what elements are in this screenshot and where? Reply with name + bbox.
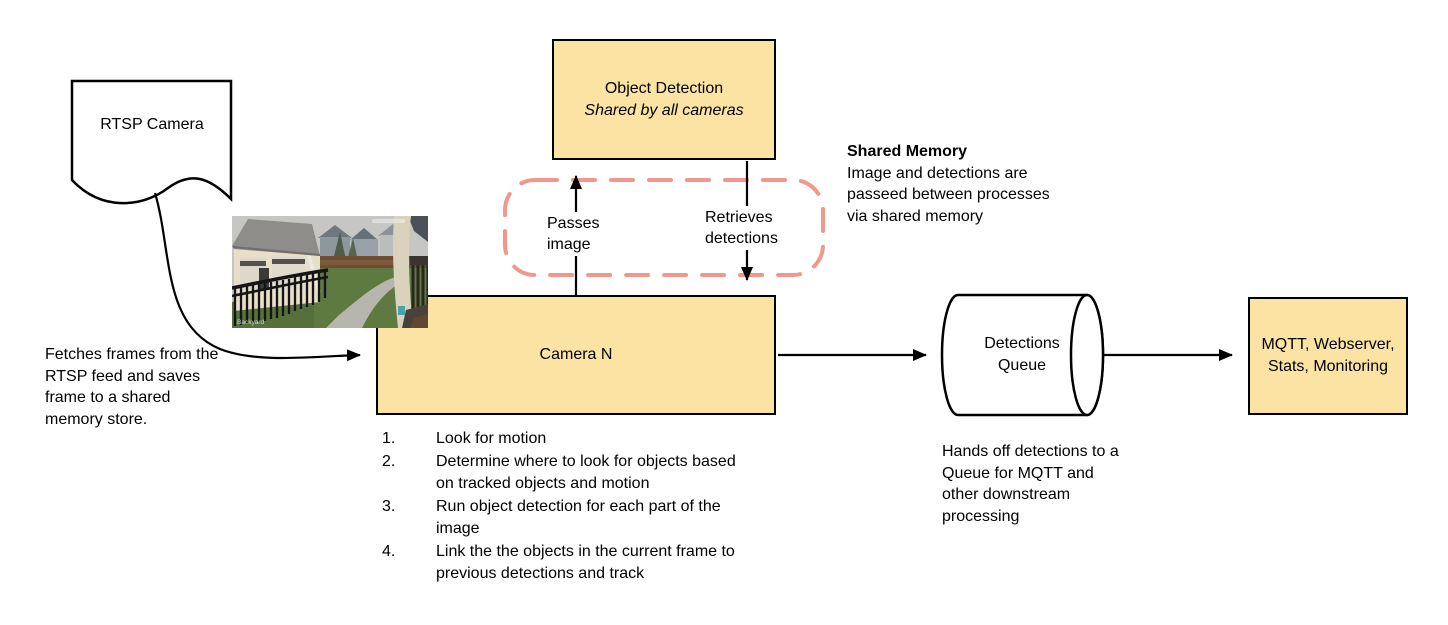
node-outputs xyxy=(1248,297,1408,415)
object-detection-subtitle: Shared by all cameras xyxy=(584,101,744,119)
shared-memory-note-title: Shared Memory xyxy=(847,143,968,160)
shared-memory-note-body: Image and detections are passeed between processes via shared memory xyxy=(847,164,1050,225)
camera-snapshot xyxy=(232,216,428,328)
retrieves-detections-label: Retrieves detections xyxy=(703,206,791,250)
camera-snapshot-image xyxy=(232,216,428,328)
list-item: 4. Link the the objects in the current frame to previous detections and track xyxy=(382,542,735,582)
timestamp-overlay xyxy=(372,219,405,223)
queue-note: Hands off detections to a Queue for MQTT and other downstream processing xyxy=(942,443,1119,525)
camera-n-label: Camera N xyxy=(539,346,613,363)
camera-steps-list xyxy=(382,428,752,586)
list-item: 1. Look for motion xyxy=(382,430,547,447)
teal-object xyxy=(398,306,405,315)
fetch-note: Fetches frames from the RTSP feed and saves frame to a shared memory store. xyxy=(45,346,219,428)
rtsp-document-shape xyxy=(72,81,231,203)
camera-name-overlay: Backyard xyxy=(237,319,265,326)
shared-memory-note xyxy=(847,141,1055,227)
object-detection-title: Object Detection xyxy=(604,79,724,97)
passes-image-label: Passes image xyxy=(545,212,611,256)
node-camera-n xyxy=(376,295,776,415)
detections-queue-label: Detections Queue xyxy=(984,335,1060,374)
list-item: 3. Run object detection for each part of the image xyxy=(382,497,721,537)
outputs-label: MQTT, Webserver, Stats, Monitoring xyxy=(1261,336,1395,375)
list-item: 2. Determine where to look for objects based on tracked objects and motion xyxy=(382,452,736,492)
rtsp-camera-label: RTSP Camera xyxy=(100,116,204,133)
node-object-detection xyxy=(552,39,776,160)
